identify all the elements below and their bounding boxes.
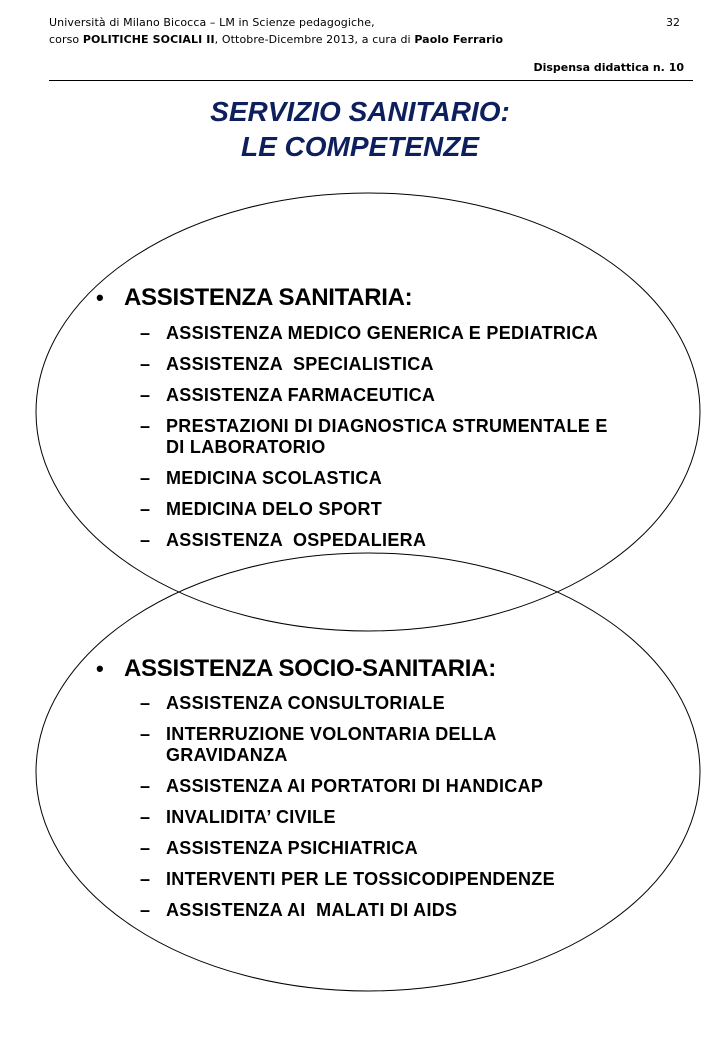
- section-heading: [96, 655, 496, 683]
- item-text: PRESTAZIONI DI DIAGNOSTICA STRUMENTALE E DI LABORATORIO: [166, 416, 608, 457]
- dash-icon: –: [140, 869, 151, 889]
- dash-icon: –: [140, 838, 151, 858]
- dispensa-label: Dispensa didattica n. 10: [533, 61, 684, 74]
- list-item: [140, 869, 555, 890]
- item-text: MEDICINA SCOLASTICA: [166, 468, 383, 488]
- list-item: [140, 468, 608, 489]
- bullet-icon: •: [96, 285, 104, 310]
- item-text: INTERRUZIONE VOLONTARIA DELLA GRAVIDANZA: [166, 724, 497, 765]
- header-prefix: corso: [49, 33, 83, 46]
- header-line-1: Università di Milano Bicocca – LM in Scienze pedagogiche,: [49, 16, 375, 29]
- title-line-2: LE COMPETENZE: [240, 131, 479, 162]
- item-text: INTERVENTI PER LE TOSSICODIPENDENZE: [166, 869, 555, 889]
- dash-icon: –: [140, 807, 151, 827]
- page-number: 32: [666, 16, 680, 29]
- dash-icon: –: [140, 530, 151, 550]
- dash-icon: –: [140, 776, 151, 796]
- heading-text: ASSISTENZA SOCIO-SANITARIA:: [124, 655, 496, 682]
- section-heading: [96, 284, 412, 312]
- dash-icon: –: [140, 385, 151, 405]
- list-item: [140, 354, 608, 375]
- dash-icon: –: [140, 468, 151, 488]
- item-text: ASSISTENZA CONSULTORIALE: [166, 693, 445, 713]
- header-dates: , Ottobre-Dicembre 2013, a cura di: [214, 33, 415, 46]
- list-item: [140, 416, 608, 458]
- list-item: [140, 900, 555, 921]
- dash-icon: –: [140, 724, 151, 744]
- dash-icon: –: [140, 693, 151, 713]
- sub-list: [140, 323, 608, 561]
- bullet-icon: •: [96, 656, 104, 681]
- sub-list: [140, 693, 555, 931]
- list-item: [140, 807, 555, 828]
- item-text: ASSISTENZA AI PORTATORI DI HANDICAP: [166, 776, 544, 796]
- title-line-1: SERVIZIO SANITARIO:: [210, 96, 510, 127]
- dash-icon: –: [140, 416, 151, 436]
- item-text: MEDICINA DELO SPORT: [166, 499, 383, 519]
- dash-icon: –: [140, 900, 151, 920]
- heading-text: ASSISTENZA SANITARIA:: [124, 284, 413, 311]
- dash-icon: –: [140, 499, 151, 519]
- list-item: [140, 530, 608, 551]
- dash-icon: –: [140, 354, 151, 374]
- item-text: ASSISTENZA FARMACEUTICA: [166, 385, 436, 405]
- course-name: POLITICHE SOCIALI II: [82, 33, 215, 46]
- list-item: [140, 838, 555, 859]
- item-text: INVALIDITA’ CIVILE: [166, 807, 336, 827]
- item-text: ASSISTENZA OSPEDALIERA: [166, 530, 427, 550]
- dash-icon: –: [140, 323, 151, 343]
- list-item: [140, 724, 555, 766]
- item-text: ASSISTENZA SPECIALISTICA: [166, 354, 434, 374]
- list-item: [140, 323, 608, 344]
- item-text: ASSISTENZA MEDICO GENERICA E PEDIATRICA: [166, 323, 599, 343]
- item-text: ASSISTENZA PSICHIATRICA: [166, 838, 418, 858]
- list-item: [140, 693, 555, 714]
- author-name: Paolo Ferrario: [414, 33, 504, 46]
- list-item: [140, 385, 608, 406]
- list-item: [140, 499, 608, 520]
- item-text: ASSISTENZA AI MALATI DI AIDS: [166, 900, 458, 920]
- list-item: [140, 776, 555, 797]
